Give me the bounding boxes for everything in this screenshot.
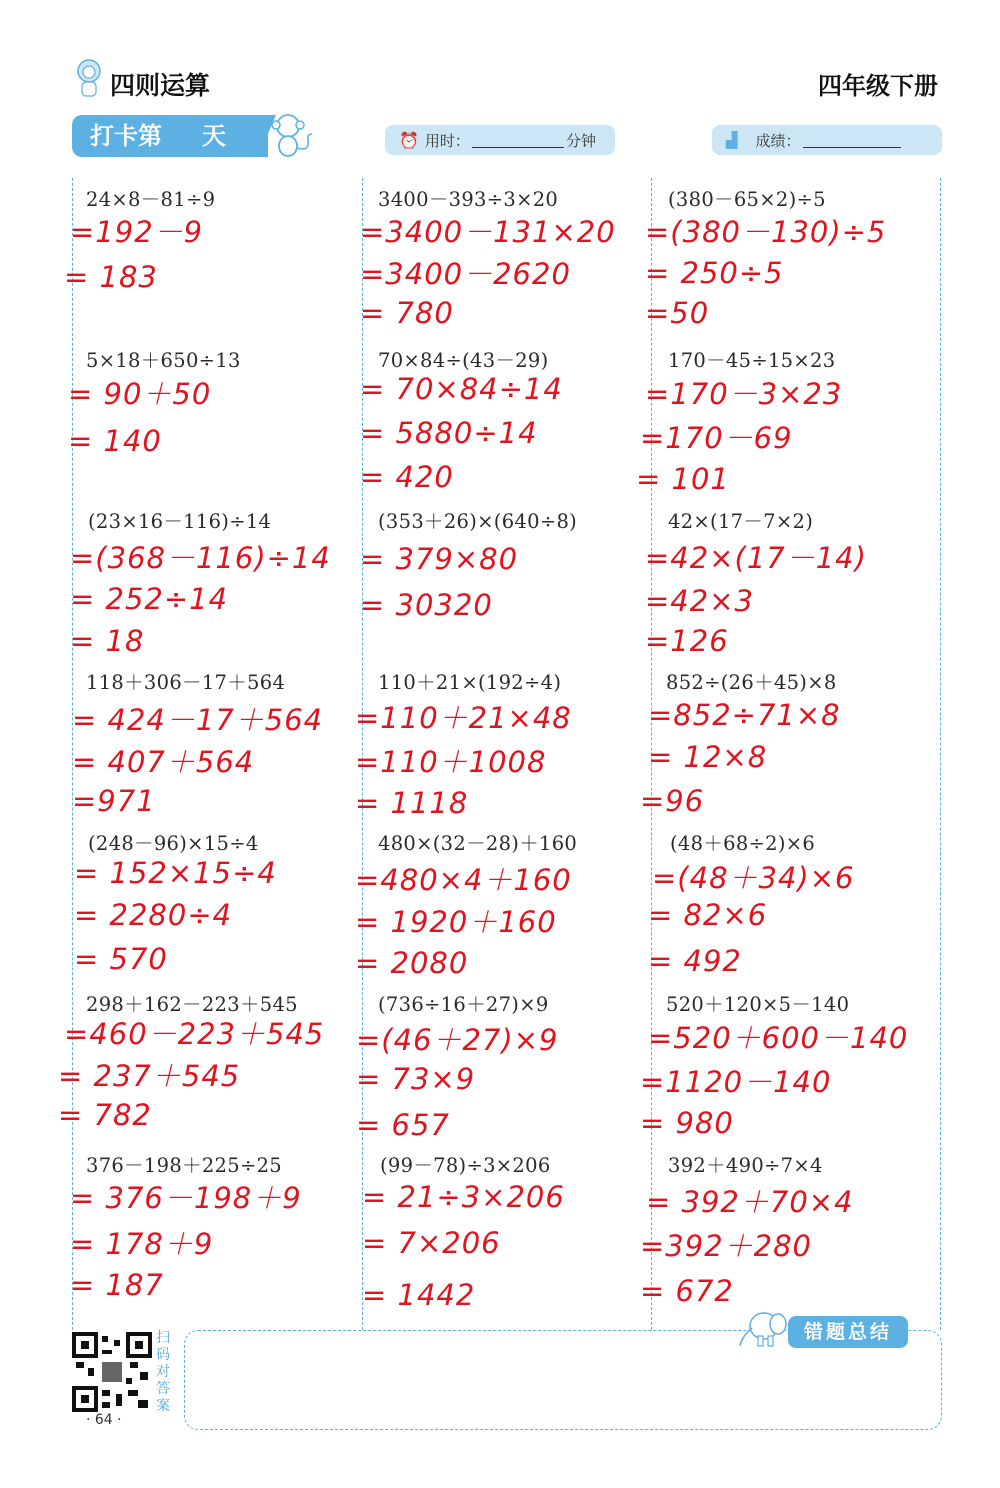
column-divider-right bbox=[940, 178, 941, 1330]
answer-7-step-2: = 252÷14 bbox=[70, 582, 229, 616]
answer-13-step-2: = 2280÷4 bbox=[74, 898, 233, 932]
answer-21-step-2: =392＋280 bbox=[640, 1229, 813, 1263]
answer-18-step-3: = 980 bbox=[640, 1106, 734, 1140]
answer-14-step-2: = 1920＋160 bbox=[355, 905, 557, 939]
checkin-right-text: 天 bbox=[202, 122, 226, 150]
answer-15-step-1: =(48＋34)×6 bbox=[652, 861, 855, 895]
answer-12-step-2: = 12×8 bbox=[648, 740, 768, 774]
answer-3-step-1: =(380－130)÷5 bbox=[645, 215, 887, 249]
answer-20-step-3: = 1442 bbox=[362, 1278, 476, 1312]
answer-2-step-1: =3400－131×20 bbox=[360, 215, 616, 249]
answer-15-step-2: = 82×6 bbox=[648, 898, 768, 932]
answer-11-step-3: = 1118 bbox=[355, 786, 469, 820]
lion-icon bbox=[74, 58, 104, 98]
chart-icon: ▟ bbox=[726, 131, 738, 149]
problem-20: (99－78)÷3×206 bbox=[380, 1154, 551, 1177]
answer-18-step-1: =520＋600－140 bbox=[648, 1021, 909, 1055]
answer-20-step-2: = 7×206 bbox=[362, 1226, 501, 1260]
problem-8: (353＋26)×(640÷8) bbox=[378, 510, 578, 533]
problem-4: 5×18＋650÷13 bbox=[86, 349, 241, 372]
answer-3-step-3: =50 bbox=[645, 296, 710, 330]
answer-2-step-2: =3400－2620 bbox=[360, 257, 571, 291]
answer-1-step-1: =192－9 bbox=[70, 215, 204, 249]
score-label: 成绩： bbox=[755, 131, 801, 150]
answer-6-step-3: = 101 bbox=[636, 462, 730, 496]
qr-code[interactable] bbox=[72, 1332, 152, 1412]
answer-4-step-2: = 140 bbox=[68, 424, 162, 458]
answer-16-step-3: = 782 bbox=[58, 1098, 152, 1132]
answer-19-step-2: = 178＋9 bbox=[70, 1227, 214, 1261]
problem-16: 298＋162－223＋545 bbox=[86, 993, 298, 1016]
answer-6-step-1: =170－3×23 bbox=[645, 377, 843, 411]
time-field bbox=[385, 125, 615, 155]
answer-17-step-2: = 73×9 bbox=[356, 1062, 476, 1096]
problem-19: 376－198＋225÷25 bbox=[86, 1154, 283, 1177]
topic-title: 四则运算 bbox=[110, 71, 211, 100]
problem-12: 852÷(26＋45)×8 bbox=[666, 671, 837, 694]
page-number: · 64 · bbox=[86, 1412, 122, 1428]
answer-19-step-1: = 376－198＋9 bbox=[70, 1181, 302, 1215]
answer-16-step-2: = 237＋545 bbox=[58, 1059, 241, 1093]
problem-18: 520＋120×5－140 bbox=[666, 993, 850, 1016]
answer-16-step-1: =460－223＋545 bbox=[64, 1017, 325, 1051]
error-summary-label: 错题总结 bbox=[788, 1316, 908, 1348]
answer-17-step-3: = 657 bbox=[356, 1108, 450, 1142]
problem-6: 170－45÷15×23 bbox=[668, 349, 836, 372]
answer-9-step-2: =42×3 bbox=[645, 584, 754, 618]
problem-1: 24×8－81÷9 bbox=[86, 188, 216, 211]
answer-3-step-2: = 250÷5 bbox=[645, 256, 784, 290]
answer-6-step-2: =170－69 bbox=[640, 421, 793, 455]
monkey-icon bbox=[262, 108, 318, 164]
answer-12-step-3: =96 bbox=[640, 784, 705, 818]
answer-9-step-3: =126 bbox=[645, 624, 729, 658]
answer-8-step-2: = 30320 bbox=[360, 588, 493, 622]
checkin-banner bbox=[72, 115, 268, 157]
problem-5: 70×84÷(43－29) bbox=[378, 349, 549, 372]
answer-21-step-3: = 672 bbox=[640, 1274, 734, 1308]
answer-19-step-3: = 187 bbox=[70, 1268, 164, 1302]
answer-17-step-1: =(46＋27)×9 bbox=[356, 1023, 559, 1057]
problem-21: 392＋490÷7×4 bbox=[668, 1154, 823, 1177]
answer-18-step-2: =1120－140 bbox=[640, 1065, 832, 1099]
problem-14: 480×(32－28)＋160 bbox=[378, 832, 578, 855]
clock-icon: ⏰ bbox=[399, 130, 419, 150]
answer-4-step-1: = 90＋50 bbox=[68, 377, 212, 411]
problem-10: 118＋306－17＋564 bbox=[86, 671, 286, 694]
problem-9: 42×(17－7×2) bbox=[668, 510, 814, 533]
answer-20-step-1: = 21÷3×206 bbox=[362, 1180, 565, 1214]
answer-5-step-1: = 70×84÷14 bbox=[360, 372, 563, 406]
answer-13-step-3: = 570 bbox=[74, 942, 168, 976]
checkin-left-text: 打卡第 bbox=[90, 122, 162, 150]
problem-15: (48＋68÷2)×6 bbox=[670, 832, 816, 855]
score-blank[interactable] bbox=[803, 133, 901, 148]
problem-3: (380－65×2)÷5 bbox=[668, 188, 826, 211]
answer-1-step-2: = 183 bbox=[64, 260, 158, 294]
answer-11-step-1: =110＋21×48 bbox=[355, 701, 572, 735]
problem-13: (248－96)×15÷4 bbox=[88, 832, 259, 855]
answer-13-step-1: = 152×15÷4 bbox=[74, 856, 277, 890]
grade-label: 四年级下册 bbox=[818, 72, 938, 100]
time-blank[interactable] bbox=[472, 133, 564, 148]
problem-2: 3400－393÷3×20 bbox=[378, 188, 559, 211]
time-unit: 分钟 bbox=[565, 131, 596, 150]
answer-15-step-3: = 492 bbox=[648, 944, 742, 978]
answer-9-step-1: =42×(17－14) bbox=[645, 541, 867, 575]
answer-14-step-3: = 2080 bbox=[355, 946, 469, 980]
answer-5-step-3: = 420 bbox=[360, 460, 454, 494]
answer-5-step-2: = 5880÷14 bbox=[360, 416, 538, 450]
problem-7: (23×16－116)÷14 bbox=[88, 510, 272, 533]
answer-10-step-3: =971 bbox=[72, 784, 156, 818]
answer-14-step-1: =480×4＋160 bbox=[355, 863, 572, 897]
scan-for-answers-text: 扫码对答案 bbox=[156, 1330, 170, 1414]
answer-11-step-2: =110＋1008 bbox=[355, 745, 547, 779]
score-field bbox=[712, 125, 942, 155]
answer-21-step-1: = 392＋70×4 bbox=[646, 1185, 854, 1219]
answer-10-step-1: = 424－17＋564 bbox=[72, 703, 324, 737]
time-label: 用时： bbox=[424, 131, 470, 150]
answer-7-step-1: =(368－116)÷14 bbox=[70, 541, 331, 575]
elephant-icon bbox=[734, 1306, 792, 1350]
answer-12-step-1: =852÷71×8 bbox=[648, 698, 841, 732]
answer-8-step-1: = 379×80 bbox=[360, 542, 519, 576]
answer-2-step-3: = 780 bbox=[360, 296, 454, 330]
answer-10-step-2: = 407＋564 bbox=[72, 745, 255, 779]
problem-17: (736÷16＋27)×9 bbox=[378, 993, 549, 1016]
problem-11: 110＋21×(192÷4) bbox=[378, 671, 562, 694]
answer-7-step-3: = 18 bbox=[70, 624, 145, 658]
